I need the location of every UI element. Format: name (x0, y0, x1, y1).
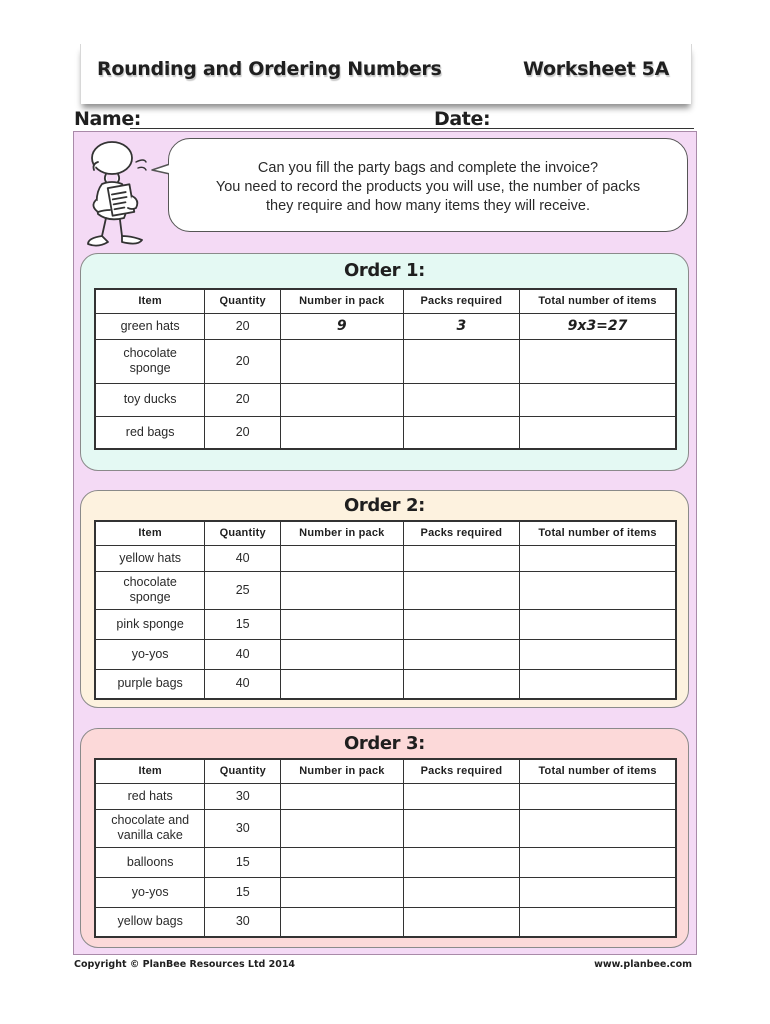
table-row (95, 809, 676, 847)
total-items-field[interactable] (520, 847, 676, 877)
order-2-title: Order 2: (344, 495, 425, 516)
packs-required-field[interactable] (403, 907, 520, 937)
item-cell: balloons (95, 847, 205, 877)
instruction-line-3: they require and how many items they will receive. (266, 198, 590, 214)
instruction-line-1: Can you fill the party bags and complete the invoice? (257, 160, 599, 176)
packs-required-field[interactable] (403, 809, 520, 847)
instruction-text (169, 159, 687, 216)
quantity-cell: 15 (205, 877, 281, 907)
item-cell: yo-yos (95, 877, 205, 907)
website-link[interactable]: www.planbee.com (594, 959, 692, 970)
packs-required-field[interactable] (403, 877, 520, 907)
table-row (95, 571, 676, 609)
number-in-pack-field[interactable] (281, 847, 403, 877)
column-header-number-in-pack: Number in pack (281, 289, 403, 313)
quantity-cell: 15 (205, 609, 281, 639)
order-1-title: Order 1: (344, 260, 425, 281)
number-in-pack-field[interactable] (281, 639, 404, 669)
order-2-table (94, 520, 677, 700)
table-header-row (95, 289, 676, 313)
total-items-field[interactable] (520, 907, 676, 937)
packs-required-field[interactable] (403, 847, 520, 877)
order-3-table (94, 758, 677, 938)
item-cell: chocolate sponge (95, 339, 205, 383)
worksheet-title: Rounding and Ordering Numbers (97, 58, 442, 80)
table-row (95, 847, 676, 877)
item-cell: green hats (95, 313, 205, 339)
table-row (95, 609, 676, 639)
quantity-cell: 30 (205, 907, 281, 937)
total-items-field[interactable] (520, 877, 676, 907)
item-cell: yo-yos (95, 639, 205, 669)
name-label: Name: (74, 108, 142, 130)
total-items-field[interactable] (520, 783, 676, 809)
total-items-field[interactable] (520, 571, 676, 609)
column-header-packs-required: Packs required (403, 521, 520, 545)
order-3-title: Order 3: (344, 733, 425, 754)
column-header-total: Total number of items (520, 759, 676, 783)
column-header-quantity: Quantity (205, 759, 281, 783)
number-in-pack-field[interactable] (281, 339, 403, 383)
table-header-row (95, 759, 676, 783)
order-1-box (80, 253, 689, 471)
table-row (95, 416, 676, 449)
quantity-cell: 30 (205, 809, 281, 847)
table-row (95, 545, 676, 571)
column-header-number-in-pack: Number in pack (281, 759, 403, 783)
total-items-field[interactable]: 9x3=27 (520, 313, 676, 339)
column-header-item: Item (95, 759, 205, 783)
table-row (95, 639, 676, 669)
column-header-item: Item (95, 289, 205, 313)
packs-required-field[interactable]: 3 (403, 313, 520, 339)
item-cell: toy ducks (95, 383, 205, 416)
table-row (95, 313, 676, 339)
number-in-pack-field[interactable] (281, 783, 403, 809)
copyright-text: Copyright © PlanBee Resources Ltd 2014 (74, 959, 296, 970)
instruction-speech-bubble (168, 138, 688, 232)
column-header-total: Total number of items (520, 289, 676, 313)
number-in-pack-field[interactable] (281, 609, 404, 639)
order-1-table (94, 288, 677, 450)
column-header-packs-required: Packs required (403, 289, 520, 313)
table-row (95, 383, 676, 416)
quantity-cell: 20 (205, 339, 281, 383)
date-field[interactable] (484, 128, 694, 129)
column-header-packs-required: Packs required (403, 759, 520, 783)
table-row (95, 669, 676, 699)
packs-required-field[interactable] (403, 639, 520, 669)
number-in-pack-field[interactable] (281, 383, 403, 416)
number-in-pack-field[interactable] (281, 809, 403, 847)
packs-required-field[interactable] (403, 609, 520, 639)
worksheet-header (80, 44, 692, 104)
table-row (95, 907, 676, 937)
table-row (95, 783, 676, 809)
total-items-field[interactable] (520, 609, 676, 639)
column-header-quantity: Quantity (205, 289, 281, 313)
date-label: Date: (434, 108, 491, 130)
table-row (95, 877, 676, 907)
packs-required-field[interactable] (403, 669, 520, 699)
packs-required-field[interactable] (403, 571, 520, 609)
total-items-field[interactable] (520, 383, 676, 416)
item-cell: yellow hats (95, 545, 205, 571)
item-cell: chocolate and vanilla cake (95, 809, 205, 847)
packs-required-field[interactable] (403, 783, 520, 809)
item-cell: red hats (95, 783, 205, 809)
number-in-pack-field[interactable]: 9 (281, 313, 403, 339)
item-cell: purple bags (95, 669, 205, 699)
total-items-field[interactable] (520, 639, 676, 669)
number-in-pack-field[interactable] (281, 669, 404, 699)
quantity-cell: 20 (205, 416, 281, 449)
number-in-pack-field[interactable] (281, 416, 403, 449)
column-header-item: Item (95, 521, 205, 545)
total-items-field[interactable] (520, 669, 676, 699)
packs-required-field[interactable] (403, 545, 520, 571)
table-row (95, 339, 676, 383)
total-items-field[interactable] (520, 416, 676, 449)
item-cell: pink sponge (95, 609, 205, 639)
name-date-row (74, 108, 694, 132)
quantity-cell: 40 (205, 639, 281, 669)
quantity-cell: 15 (205, 847, 281, 877)
column-header-quantity: Quantity (205, 521, 281, 545)
column-header-total: Total number of items (520, 521, 676, 545)
column-header-number-in-pack: Number in pack (281, 521, 404, 545)
total-items-field[interactable] (520, 809, 676, 847)
number-in-pack-field[interactable] (281, 571, 404, 609)
item-cell: yellow bags (95, 907, 205, 937)
quantity-cell: 20 (205, 313, 281, 339)
packs-required-field[interactable] (403, 416, 520, 449)
item-cell: chocolate sponge (95, 571, 205, 609)
mascot-reading-list-icon (84, 138, 154, 250)
quantity-cell: 25 (205, 571, 281, 609)
packs-required-field[interactable] (403, 383, 520, 416)
quantity-cell: 20 (205, 383, 281, 416)
quantity-cell: 30 (205, 783, 281, 809)
number-in-pack-field[interactable] (281, 545, 404, 571)
worksheet-number: Worksheet 5A (523, 58, 669, 80)
order-2-box (80, 490, 689, 708)
instruction-line-2: You need to record the products you will use, the number of packs (215, 179, 641, 195)
table-header-row (95, 521, 676, 545)
packs-required-field[interactable] (403, 339, 520, 383)
quantity-cell: 40 (205, 545, 281, 571)
total-items-field[interactable] (520, 545, 676, 571)
number-in-pack-field[interactable] (281, 907, 403, 937)
number-in-pack-field[interactable] (281, 877, 403, 907)
speech-tail-icon (150, 160, 172, 178)
order-3-box (80, 728, 689, 948)
item-cell: red bags (95, 416, 205, 449)
quantity-cell: 40 (205, 669, 281, 699)
total-items-field[interactable] (520, 339, 676, 383)
